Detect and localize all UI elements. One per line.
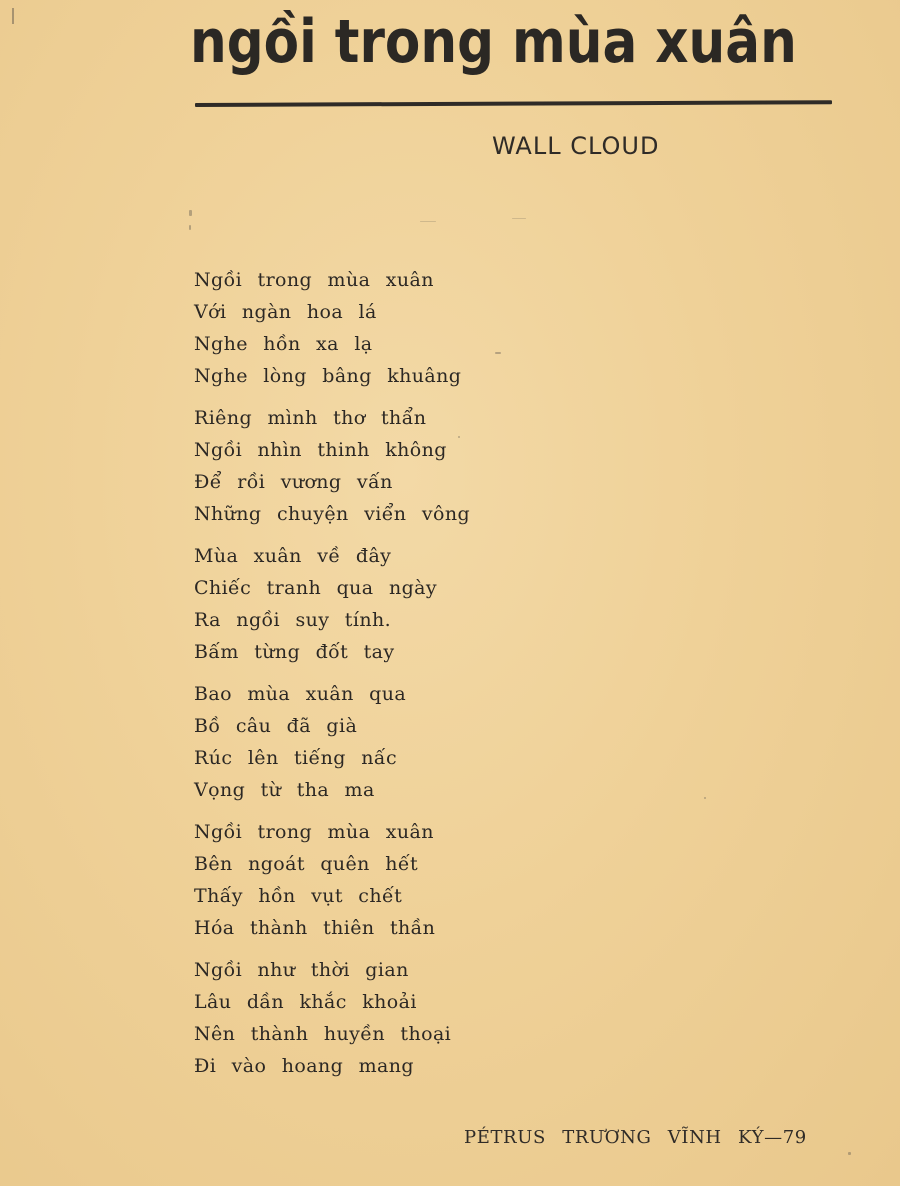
paper-speck xyxy=(848,1152,851,1155)
poem-line: Để rồi vương vấn xyxy=(194,471,393,493)
poem-line: Nên thành huyền thoại xyxy=(194,1023,452,1045)
paper-speck xyxy=(512,218,526,219)
poem-title: ngồi trong mùa xuân xyxy=(190,7,797,77)
paper-speck xyxy=(704,797,706,799)
stanza-4 xyxy=(194,678,470,806)
poem-line: Chiếc tranh qua ngày xyxy=(194,577,438,599)
poem-line: Ngồi trong mùa xuân xyxy=(194,269,434,291)
paper-speck xyxy=(458,436,460,438)
poem-line: Rúc lên tiếng nấc xyxy=(194,747,397,769)
stanza-5 xyxy=(194,816,470,944)
poem-line: Bên ngoát quên hết xyxy=(194,853,419,875)
poem-line: Ra ngồi suy tính. xyxy=(194,609,392,631)
title-underline-rule xyxy=(195,100,832,107)
poem-line: Lâu dần khắc khoải xyxy=(194,991,417,1013)
stanza-6 xyxy=(194,954,470,1082)
poem-line: Riêng mình thơ thẩn xyxy=(194,407,427,429)
poem-line: Những chuyện viển vông xyxy=(194,503,471,525)
poem-line: Ngồi trong mùa xuân xyxy=(194,821,434,843)
page-footer: PÉTRUS TRƯƠNG VĨNH KÝ—79 xyxy=(464,1127,807,1148)
poem-line: Nghe hồn xa lạ xyxy=(194,333,373,355)
paper-speck xyxy=(420,221,436,222)
poem-line: Bấm từng đốt tay xyxy=(194,641,395,663)
poem-line: Ngồi như thời gian xyxy=(194,959,409,981)
paper-speck xyxy=(189,210,192,216)
poem-line: Thấy hồn vụt chết xyxy=(194,885,403,907)
page-edge-mark xyxy=(12,8,14,24)
paper-speck xyxy=(189,225,191,230)
poem-line: Với ngàn hoa lá xyxy=(194,301,377,323)
poem-line: Vọng từ tha ma xyxy=(194,779,375,801)
poem-body xyxy=(194,264,470,1092)
poem-line: Nghe lòng bâng khuâng xyxy=(194,365,462,387)
paper-speck xyxy=(495,352,501,354)
stanza-3 xyxy=(194,540,470,668)
poem-line: Mùa xuân về đây xyxy=(194,545,392,567)
poem-line: Bao mùa xuân qua xyxy=(194,683,407,705)
stanza-2 xyxy=(194,402,470,530)
poem-line: Hóa thành thiên thần xyxy=(194,917,436,939)
poem-author: WALL CLOUD xyxy=(492,132,660,160)
poem-line: Ngồi nhìn thinh không xyxy=(194,439,447,461)
stanza-1 xyxy=(194,264,470,392)
poem-line: Bồ câu đã già xyxy=(194,715,358,737)
poem-line: Đi vào hoang mang xyxy=(194,1055,414,1077)
